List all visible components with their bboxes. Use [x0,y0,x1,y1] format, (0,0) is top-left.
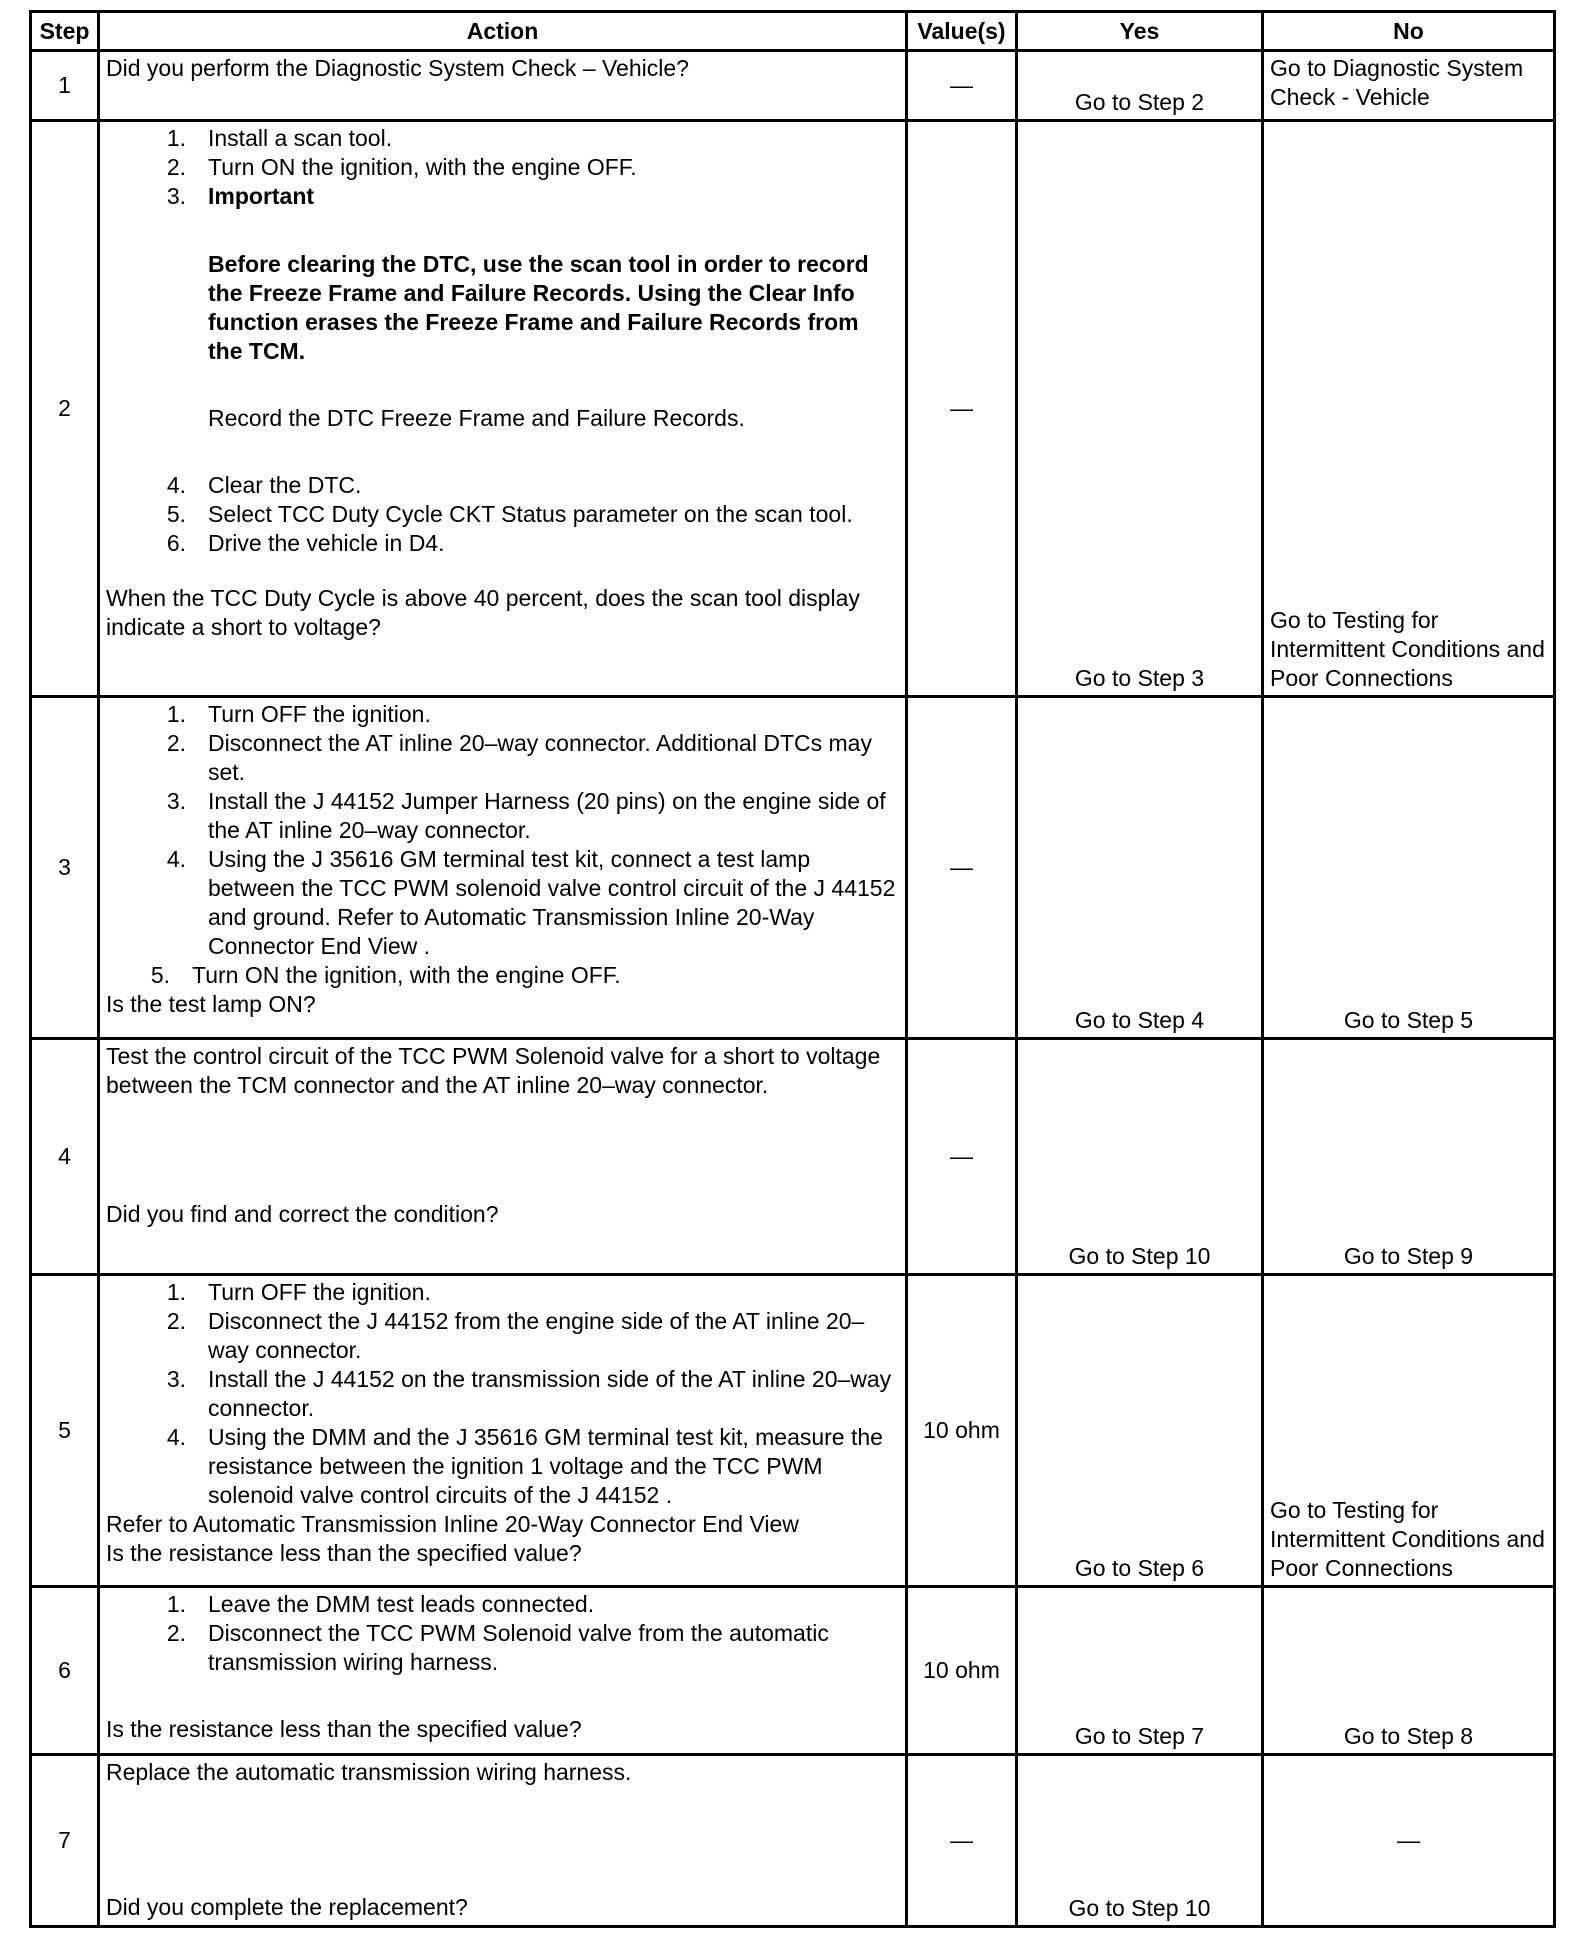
question-text: Is the test lamp ON? [106,991,316,1017]
action-cell: Did you perform the Diagnostic System Check – Vehicle? [99,51,907,121]
value-cell: — [907,697,1017,1039]
header-row [31,12,1555,51]
list-item: 5. Select TCC Duty Cycle CKT Status parameter on the scan tool. [166,501,853,527]
list-item: 4. Clear the DTC. [166,472,362,498]
no-cell: Go to Step 5 [1263,697,1555,1039]
no-cell: Go to Diagnostic System Check - Vehicle [1263,51,1555,121]
instruction-list [106,700,899,990]
instruction-list [106,1278,899,1510]
question-text: Did you find and correct the condition? [106,1201,499,1227]
no-cell: Go to Testing for Intermittent Conditions and Poor Connections [1263,1275,1555,1587]
value-cell: — [907,1755,1017,1927]
instruction-list [106,124,899,211]
instruction-list [106,471,899,558]
step-number: 5 [31,1275,99,1587]
yes-cell: Go to Step 10 [1017,1039,1263,1275]
action-cell [99,1587,907,1755]
value-cell: — [907,1039,1017,1275]
value-cell: 10 ohm [907,1587,1017,1755]
list-item: 4. Using the DMM and the J 35616 GM terminal test kit, measure the resistance between the ignition 1 voltage and the TCC PWM solenoid valve control circuits of the J 44152 . [166,1424,883,1508]
action-cell [99,1275,907,1587]
yes-cell: Go to Step 7 [1017,1587,1263,1755]
list-item: 2. Disconnect the J 44152 from the engine side of the AT inline 20–way connector. [166,1308,865,1363]
no-cell: — [1263,1755,1555,1927]
table-row [31,51,1555,121]
yes-cell: Go to Step 6 [1017,1275,1263,1587]
yes-cell: Go to Step 2 [1017,51,1263,121]
important-note: Before clearing the DTC, use the scan tool in order to record the Freeze Frame and Failure Records. Using the Clear Info function erases the Freeze Frame and Failure Records from the TCM. [208,251,869,364]
value-cell: — [907,51,1017,121]
yes-cell: Go to Step 3 [1017,121,1263,697]
list-item: 3. Important [166,183,315,209]
action-cell [99,697,907,1039]
list-item: 1. Install a scan tool. [166,125,393,151]
action-cell [99,121,907,697]
list-item: 6. Drive the vehicle in D4. [166,530,445,556]
action-text: Replace the automatic transmission wiring harness. [106,1759,632,1785]
no-cell: Go to Testing for Intermittent Conditions and Poor Connections [1263,121,1555,697]
question-text: Is the resistance less than the specified value? [106,1716,582,1742]
table-row [31,1039,1555,1275]
record-instruction: Record the DTC Freeze Frame and Failure Records. [208,405,745,431]
table-row [31,1275,1555,1587]
step-number: 6 [31,1587,99,1755]
yes-cell: Go to Step 4 [1017,697,1263,1039]
no-cell: Go to Step 9 [1263,1039,1555,1275]
diagnostic-table [29,10,1556,1928]
step-number: 2 [31,121,99,697]
list-item: 3. Install the J 44152 on the transmission side of the AT inline 20–way connector. [166,1366,892,1421]
list-item: 1. Leave the DMM test leads connected. [166,1591,595,1617]
table-row [31,697,1555,1039]
list-item: 5. Turn ON the ignition, with the engine OFF. [150,962,621,988]
step-number: 1 [31,51,99,121]
refer-text: Refer to Automatic Transmission Inline 20-Way Connector End View [106,1511,799,1537]
list-item: 3. Install the J 44152 Jumper Harness (20 pins) on the engine side of the AT inline 20–way connector. [166,788,886,843]
question-text: When the TCC Duty Cycle is above 40 percent, does the scan tool display indicate a short to voltage? [106,585,860,640]
list-item: 4. Using the J 35616 GM terminal test kit, connect a test lamp between the TCC PWM solenoid valve control circuit of the J 44152 and ground. Refer to Automatic Transmission Inline 20-Way Connector End View . [166,846,896,959]
table-row [31,121,1555,697]
list-item: 2. Turn ON the ignition, with the engine OFF. [166,154,637,180]
header-values: Value(s) [907,12,1017,51]
action-text: Test the control circuit of the TCC PWM Solenoid valve for a short to voltage between the TCM connector and the AT inline 20–way connector. [106,1043,881,1098]
header-yes: Yes [1017,12,1263,51]
step-number: 3 [31,697,99,1039]
step-number: 7 [31,1755,99,1927]
no-cell: Go to Step 8 [1263,1587,1555,1755]
action-cell [99,1755,907,1927]
header-step: Step [31,12,99,51]
list-item: 1. Turn OFF the ignition. [166,1279,431,1305]
list-item: 2. Disconnect the TCC PWM Solenoid valve from the automatic transmission wiring harness. [166,1620,829,1675]
table-row [31,1587,1555,1755]
header-no: No [1263,12,1555,51]
value-cell: 10 ohm [907,1275,1017,1587]
yes-cell: Go to Step 10 [1017,1755,1263,1927]
instruction-list [106,1590,899,1677]
table-row [31,1755,1555,1927]
header-action: Action [99,12,907,51]
list-item: 2. Disconnect the AT inline 20–way connector. Additional DTCs may set. [166,730,872,785]
list-item: 1. Turn OFF the ignition. [166,701,431,727]
value-cell: — [907,121,1017,697]
question-text: Is the resistance less than the specified value? [106,1540,582,1566]
question-text: Did you complete the replacement? [106,1894,468,1920]
step-number: 4 [31,1039,99,1275]
action-cell [99,1039,907,1275]
